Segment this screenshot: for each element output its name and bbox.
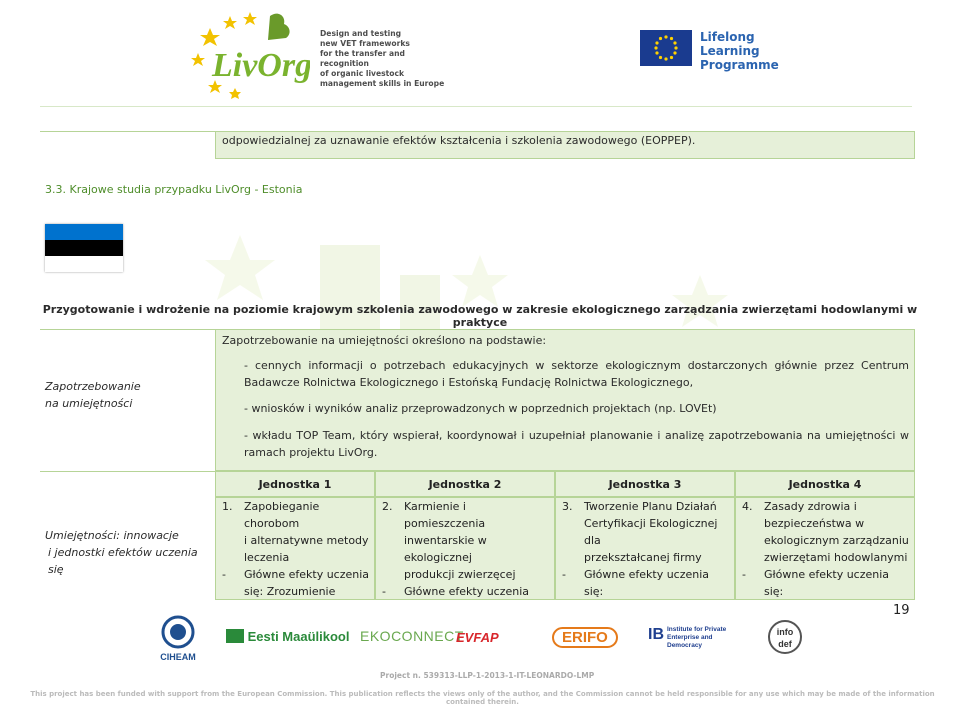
unit-3-line: Certyfikacji Ekologicznej dla [584,517,718,547]
needs-label-line: na umiejętności [45,397,133,410]
erifo-logo: ERIFO [552,627,618,648]
unit-1-sub-line: Główne efekty uczenia [244,568,370,581]
unit-1-line: chorobom [244,517,300,530]
needs-label-line: Zapotrzebowanie [45,380,141,393]
needs-bullet-1: - cennych informacji o potrzebach edukacyjnych w sektorze ekologicznym dostarczonych głównie przez Centrum Badawcze Rolnictwa Ekologicznego i Estońską Fundację Rolnictwa Ekologicznego, [244,359,909,389]
unit-1-header: Jednostka 1 [215,471,375,497]
programme-line: Learning [700,44,760,58]
unit-4-line: zwierzętami hodowlanymi [764,551,908,564]
ipe-logo-text: Institute for Private Enterprise and Democracy [667,626,727,649]
needs-content-cell [215,329,915,471]
unit-2-line: inwentarskie w ekologicznej [404,534,487,564]
eu-flag-icon [640,30,692,66]
unit-4-number: 4. [742,500,753,513]
unit-3-cell [555,497,735,600]
unit-2-line: Karmienie i pomieszczenia [404,500,486,530]
project-number: Project n. 539313-LLP-1-2013-1-IT-LEONARDO-LMP [380,671,595,680]
header-description-line: Design and testing [320,29,402,38]
unit-3-sub-line: Główne efekty uczenia się: [584,568,710,598]
unit-1-line: Zapobieganie [244,500,320,513]
header-description-line: for the transfer and recognition [320,49,405,68]
unit-3-line: Tworzenie Planu Działań [584,500,717,513]
skills-label-line: i jednostki efektów uczenia się [48,546,198,576]
unit-3-header: Jednostka 3 [555,471,735,497]
unit-1-line: i alternatywne metody [244,534,369,547]
header-divider [40,106,912,107]
unit-1-dash: - [222,568,226,581]
unit-4-sub-line: Główne efekty uczenia się: [764,568,890,598]
needs-label-cell [40,329,215,471]
unit-4-line: bezpieczeństwa w [764,517,865,530]
section-number: 3.3. [45,183,66,196]
programme-line: Programme [700,58,779,72]
livorg-logo-text: LivOrg [212,47,310,84]
continued-row-cell [215,131,915,159]
unit-4-dash: - [742,568,746,581]
unit-4-line: Zasady zdrowia i [764,500,857,513]
skills-label-line: Umiejętności: innowacje [45,529,179,542]
unit-4-header: Jednostka 4 [735,471,915,497]
ipe-logo: IB Institute for Private Enterprise and Democracy [648,626,727,649]
page-number: 19 [893,603,910,618]
unit-2-dash: - [382,585,386,598]
unit-2-header: Jednostka 2 [375,471,555,497]
unit-2-number: 2. [382,500,393,513]
programme-name [700,30,779,72]
unit-3-line: przekształcanej firmy [584,551,702,564]
continued-row-label [40,131,215,159]
header-description-line: management skills in Europe [320,79,445,88]
unit-1-line: leczenia [244,551,290,564]
infodef-logo: info def [768,620,802,654]
programme-line: Lifelong [700,30,755,44]
continued-row-text: odpowiedzialnej za uznawanie efektów kształcenia i szkolenia zawodowego (EOPPEP). [222,134,696,147]
livorg-logo [190,8,310,100]
header-description [320,29,450,89]
ciheam-logo-text: CIHEAM [160,652,196,662]
unit-3-number: 3. [562,500,573,513]
unit-4-cell [735,497,915,600]
needs-bullet-3: - wkładu TOP Team, który wspierał, koordynował i uzupełniał planowanie i analizę zapotrzebowania na umiejętności w ramach projektu LivOrg. [244,429,909,459]
header-description-line: of organic livestock [320,69,405,78]
unit-2-sub-line: Główne efekty uczenia [404,585,530,598]
needs-bullet-2: - wniosków i wyników analiz przeprowadzonych w poprzednich projektach (np. LOVEt) [244,402,717,415]
estonia-flag-icon [45,224,123,272]
ciheam-logo [153,615,203,663]
unit-1-cell [215,497,375,600]
header-description-line: new VET frameworks [320,39,410,48]
section-title: Krajowe studia przypadku LivOrg - Estonia [69,183,303,196]
unit-1-number: 1. [222,500,233,513]
section-heading [45,183,302,196]
eesti-maaulikool-text: Eesti Maaülikool [247,629,350,644]
unit-2-cell [375,497,555,600]
evfap-logo: EVFAP [456,630,499,645]
needs-label [45,378,141,412]
ekoconnect-logo: EKOCONNECT [360,628,464,644]
skills-label [45,527,215,578]
eesti-maaulikool-logo [226,629,350,644]
needs-intro: Zapotrzebowanie na umiejętności określono na podstawie: [222,334,547,347]
skills-label-cell [40,471,215,600]
funding-disclaimer: This project has been funded with support from the European Commission. This publication reflects the views only of the author, and the Commission cannot be held responsible for any use which may be made of the information contained therein. [30,690,935,706]
unit-3-dash: - [562,568,566,581]
unit-1-sub-line: się: Zrozumienie [244,585,336,598]
unit-4-line: ekologicznym zarządzaniu [764,534,909,547]
table-title: Przygotowanie i wdrożenie na poziomie krajowym szkolenia zawodowego w zakresie ekologicznego zarządzania zwierzętami hodowlanymi w praktyce [42,303,918,329]
unit-2-line: produkcji zwierzęcej [404,568,516,581]
